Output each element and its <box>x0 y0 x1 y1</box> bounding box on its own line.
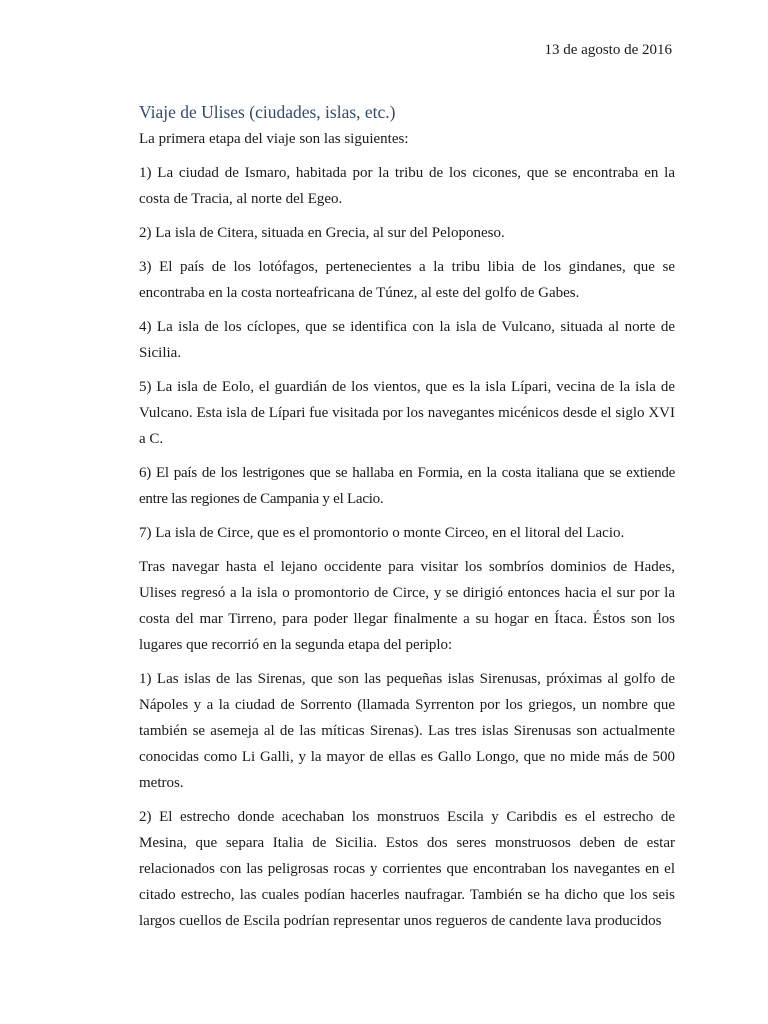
document-date: 13 de agosto de 2016 <box>544 42 672 58</box>
list-item-sirenas: 1) Las islas de las Sirenas, que son las pequeñas islas Sirenusas, próximas al golfo de Nápoles y a la ciudad de Sorrento (llamada Syrrenton por los griegos, un nombre que también se asemeja al de las míticas Sirenas). Las tres islas Sirenusas son actualmente conocidas como Li Galli, y la mayor de ellas es Gallo Longo, que no mide más de 500 metros. <box>139 671 675 791</box>
list-item-lotofagos: 3) El país de los lotófagos, pertenecientes a la tribu libia de los gindanes, que se encontraba en la costa norteafricana de Túnez, al este del golfo de Gabes. <box>139 259 675 301</box>
document-title: Viaje de Ulises (ciudades, islas, etc.) <box>139 102 396 122</box>
list-item-lestrigones: 6) El país de los lestrigones que se hallaba en Formia, en la costa italiana que se extiende entre las regiones de Campania y el Lacio. <box>139 465 675 507</box>
list-item-citera: 2) La isla de Citera, situada en Grecia, al sur del Peloponeso. <box>139 225 505 241</box>
list-item-ciclopes: 4) La isla de los cíclopes, que se identifica con la isla de Vulcano, situada al norte de Sicilia. <box>139 319 675 361</box>
list-item-escila-caribdis: 2) El estrecho donde acechaban los monstruos Escila y Caribdis es el estrecho de Mesina, que separa Italia de Sicilia. Estos dos seres monstruosos deben de estar relacionados con las peligrosas rocas y corrientes que encontraban los navegantes en el citado estrecho, las cuales podían hacerles naufragar. También se ha dicho que los seis largos cuellos de Escila podrían representar unos regueros de candente lava producidos <box>139 809 675 929</box>
intro-paragraph: La primera etapa del viaje son las siguientes: <box>139 131 409 147</box>
list-item-circe: 7) La isla de Circe, que es el promontorio o monte Circeo, en el litoral del Lacio. <box>139 525 625 541</box>
transition-paragraph: Tras navegar hasta el lejano occidente para visitar los sombríos dominios de Hades, Ulises regresó a la isla o promontorio de Circe, y se dirigió entonces hacia el sur por la costa del mar Tirreno, para poder llegar finalmente a su hogar en Ítaca. Éstos son los lugares que recorrió en la segunda etapa del periplo: <box>139 559 675 653</box>
list-item-ismaro: 1) La ciudad de Ismaro, habitada por la tribu de los cicones, que se encontraba en la costa de Tracia, al norte del Egeo. <box>139 165 675 207</box>
list-item-eolo: 5) La isla de Eolo, el guardián de los vientos, que es la isla Lípari, vecina de la isla de Vulcano. Esta isla de Lípari fue visitada por los navegantes micénicos desde el siglo XVI a C. <box>139 379 675 447</box>
document-body <box>139 126 675 942</box>
